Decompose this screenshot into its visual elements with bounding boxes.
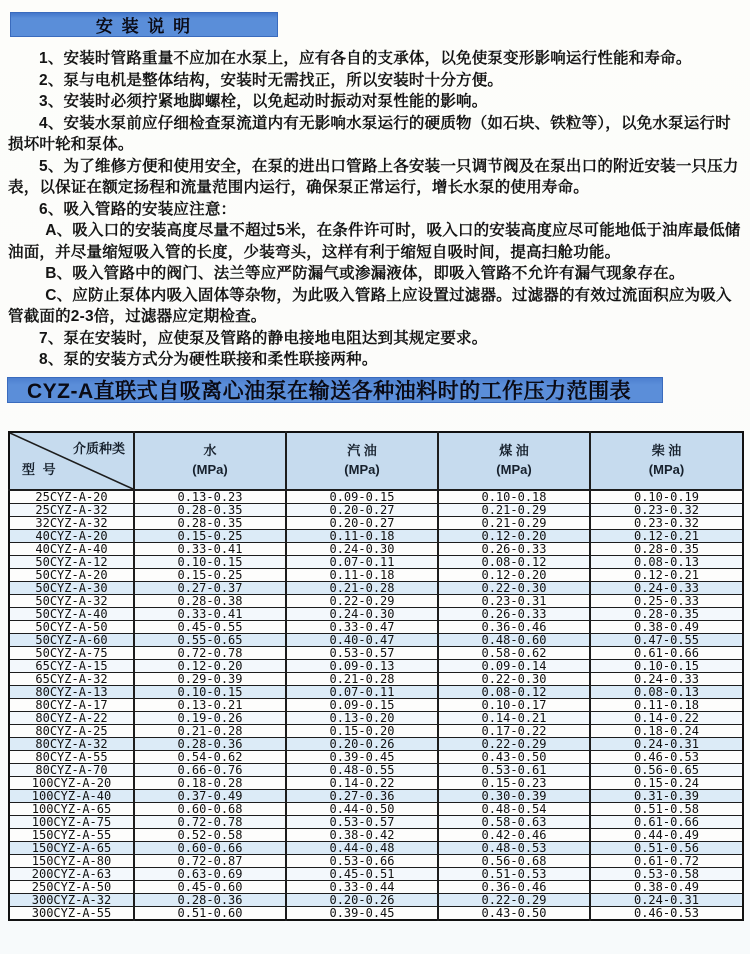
pressure-table-body xyxy=(9,490,743,920)
pressure-range-cell: 0.14-0.22 xyxy=(590,711,743,724)
pressure-range-cell: 0.12-0.20 xyxy=(438,568,590,581)
pressure-range-cell: 0.15-0.23 xyxy=(438,776,590,789)
model-cell: 50CYZ-A-50 xyxy=(9,620,134,633)
install-item: 2、泵与电机是整体结构，安装时无需找正，所以安装时十分方便。 xyxy=(39,71,504,89)
pressure-range-cell: 0.26-0.33 xyxy=(438,607,590,620)
pressure-range-cell: 0.22-0.29 xyxy=(438,737,590,750)
pressure-range-cell: 0.07-0.11 xyxy=(286,685,438,698)
pressure-range-cell: 0.43-0.50 xyxy=(438,906,590,920)
column-header-diesel xyxy=(590,432,743,490)
pressure-range-cell: 0.46-0.53 xyxy=(590,750,743,763)
model-cell: 100CYZ-A-40 xyxy=(9,789,134,802)
pressure-range-cell: 0.10-0.18 xyxy=(438,490,590,504)
pressure-range-cell: 0.72-0.78 xyxy=(134,815,286,828)
pressure-range-cell: 0.13-0.21 xyxy=(134,698,286,711)
pressure-range-cell: 0.63-0.69 xyxy=(134,867,286,880)
pressure-range-cell: 0.23-0.31 xyxy=(438,594,590,607)
pressure-range-cell: 0.30-0.39 xyxy=(438,789,590,802)
pressure-range-cell: 0.10-0.15 xyxy=(134,555,286,568)
pressure-range-cell: 0.08-0.12 xyxy=(438,685,590,698)
model-cell: 50CYZ-A-20 xyxy=(9,568,134,581)
install-item: 5、为了维修方便和使用安全，在泵的进出口管路上各安装一只调节阀及在泵出口的附近安装一只压力表，以保证在额定扬程和流量范围内运行，确保泵正常运行，增长水泵的使用寿命。 xyxy=(8,157,739,196)
install-item: 4、安装水泵前应仔细检查泵流道内有无影响水泵运行的硬质物（如石块、铁粒等），以免水泵运行时损坏叶轮和泵体。 xyxy=(8,114,731,153)
pressure-range-cell: 0.18-0.28 xyxy=(134,776,286,789)
pressure-range-cell: 0.15-0.20 xyxy=(286,724,438,737)
model-cell: 80CYZ-A-55 xyxy=(9,750,134,763)
pressure-range-cell: 0.13-0.23 xyxy=(134,490,286,504)
pressure-range-cell: 0.60-0.68 xyxy=(134,802,286,815)
install-item: 8、泵的安装方式分为硬性联接和柔性联接两种。 xyxy=(39,351,378,368)
pressure-range-cell: 0.12-0.20 xyxy=(438,529,590,542)
pressure-range-cell: 0.53-0.58 xyxy=(590,867,743,880)
table-row xyxy=(9,555,743,568)
model-cell: 150CYZ-A-80 xyxy=(9,854,134,867)
pressure-range-cell: 0.07-0.11 xyxy=(286,555,438,568)
pressure-range-cell: 0.26-0.33 xyxy=(438,542,590,555)
model-cell: 150CYZ-A-65 xyxy=(9,841,134,854)
pressure-range-cell: 0.61-0.66 xyxy=(590,815,743,828)
pressure-range-cell: 0.11-0.18 xyxy=(286,568,438,581)
pressure-range-cell: 0.11-0.18 xyxy=(286,529,438,542)
table-row xyxy=(9,802,743,815)
model-cell: 100CYZ-A-20 xyxy=(9,776,134,789)
pressure-range-cell: 0.10-0.17 xyxy=(438,698,590,711)
pressure-range-cell: 0.44-0.48 xyxy=(286,841,438,854)
pressure-range-cell: 0.14-0.22 xyxy=(286,776,438,789)
pressure-range-cell: 0.20-0.27 xyxy=(286,516,438,529)
model-cell: 50CYZ-A-40 xyxy=(9,607,134,620)
column-unit: (MPa) xyxy=(496,461,532,477)
pressure-range-cell: 0.53-0.57 xyxy=(286,646,438,659)
model-cell: 50CYZ-A-30 xyxy=(9,581,134,594)
pressure-range-cell: 0.47-0.55 xyxy=(590,633,743,646)
pressure-range-cell: 0.20-0.26 xyxy=(286,893,438,906)
pressure-range-cell: 0.28-0.38 xyxy=(134,594,286,607)
pressure-range-cell: 0.10-0.15 xyxy=(590,659,743,672)
install-instructions xyxy=(8,48,742,371)
column-name: 柴 油 xyxy=(651,442,682,458)
model-cell: 80CYZ-A-17 xyxy=(9,698,134,711)
pressure-range-cell: 0.21-0.28 xyxy=(286,672,438,685)
model-cell: 50CYZ-A-32 xyxy=(9,594,134,607)
table-row xyxy=(9,607,743,620)
model-cell: 40CYZ-A-40 xyxy=(9,542,134,555)
table-row xyxy=(9,646,743,659)
model-cell: 300CYZ-A-32 xyxy=(9,893,134,906)
pressure-range-cell: 0.45-0.55 xyxy=(134,620,286,633)
pressure-range-cell: 0.27-0.36 xyxy=(286,789,438,802)
table-row xyxy=(9,568,743,581)
table-row xyxy=(9,828,743,841)
pressure-range-cell: 0.38-0.42 xyxy=(286,828,438,841)
pressure-range-cell: 0.40-0.47 xyxy=(286,633,438,646)
pressure-range-cell: 0.33-0.41 xyxy=(134,607,286,620)
pressure-range-cell: 0.37-0.49 xyxy=(134,789,286,802)
table-row xyxy=(9,724,743,737)
column-header-kerosene xyxy=(438,432,590,490)
model-cell: 80CYZ-A-70 xyxy=(9,763,134,776)
pressure-table-title-bar xyxy=(7,377,663,403)
table-row xyxy=(9,594,743,607)
table-row xyxy=(9,776,743,789)
pressure-range-cell: 0.24-0.31 xyxy=(590,737,743,750)
model-cell: 25CYZ-A-20 xyxy=(9,490,134,504)
pressure-range-cell: 0.20-0.27 xyxy=(286,503,438,516)
pressure-range-cell: 0.48-0.54 xyxy=(438,802,590,815)
pressure-range-cell: 0.21-0.29 xyxy=(438,503,590,516)
table-row xyxy=(9,763,743,776)
model-cell: 200CYZ-A-63 xyxy=(9,867,134,880)
table-row xyxy=(9,880,743,893)
pressure-range-cell: 0.24-0.30 xyxy=(286,542,438,555)
pressure-range-cell: 0.29-0.39 xyxy=(134,672,286,685)
pressure-range-cell: 0.14-0.21 xyxy=(438,711,590,724)
pressure-range-cell: 0.12-0.21 xyxy=(590,568,743,581)
pressure-range-cell: 0.28-0.35 xyxy=(134,516,286,529)
pressure-range-cell: 0.45-0.60 xyxy=(134,880,286,893)
table-row xyxy=(9,542,743,555)
model-cell: 100CYZ-A-65 xyxy=(9,802,134,815)
column-header-gasoline xyxy=(286,432,438,490)
model-cell: 80CYZ-A-13 xyxy=(9,685,134,698)
pressure-range-cell: 0.08-0.13 xyxy=(590,685,743,698)
pressure-range-cell: 0.10-0.15 xyxy=(134,685,286,698)
column-header-water xyxy=(134,432,286,490)
pressure-range-cell: 0.53-0.57 xyxy=(286,815,438,828)
column-unit: (MPa) xyxy=(344,461,380,477)
install-section-title-bar xyxy=(10,12,278,37)
model-cell: 100CYZ-A-75 xyxy=(9,815,134,828)
pressure-range-cell: 0.24-0.31 xyxy=(590,893,743,906)
corner-header-cell xyxy=(9,432,134,490)
corner-media-type-label: 介质种类 xyxy=(72,440,125,456)
pressure-range-cell: 0.53-0.61 xyxy=(438,763,590,776)
pressure-range-cell: 0.48-0.55 xyxy=(286,763,438,776)
install-item: 7、泵在安装时，应使泵及管路的静电接地电阻达到其规定要求。 xyxy=(39,329,488,347)
pressure-range-cell: 0.72-0.87 xyxy=(134,854,286,867)
install-item: B、吸入管路中的阀门、法兰等应严防漏气或渗漏液体，即吸入管路不允许有漏气现象存在。 xyxy=(45,265,685,282)
pressure-range-cell: 0.61-0.66 xyxy=(590,646,743,659)
pressure-range-cell: 0.22-0.29 xyxy=(286,594,438,607)
pressure-range-cell: 0.15-0.24 xyxy=(590,776,743,789)
pressure-table-title: CYZ-A直联式自吸离心油泵在输送各种油料时的工作压力范围表 xyxy=(27,379,632,403)
pressure-range-cell: 0.21-0.28 xyxy=(286,581,438,594)
pressure-range-cell: 0.20-0.26 xyxy=(286,737,438,750)
pressure-range-cell: 0.42-0.46 xyxy=(438,828,590,841)
table-row xyxy=(9,737,743,750)
model-cell: 80CYZ-A-22 xyxy=(9,711,134,724)
pressure-range-cell: 0.48-0.53 xyxy=(438,841,590,854)
table-row xyxy=(9,789,743,802)
pressure-range-cell: 0.08-0.12 xyxy=(438,555,590,568)
pressure-range-cell: 0.09-0.15 xyxy=(286,698,438,711)
pressure-range-cell: 0.12-0.21 xyxy=(590,529,743,542)
pressure-range-cell: 0.46-0.53 xyxy=(590,906,743,920)
pressure-range-cell: 0.43-0.50 xyxy=(438,750,590,763)
pressure-range-cell: 0.09-0.14 xyxy=(438,659,590,672)
column-unit: (MPa) xyxy=(192,461,228,477)
pressure-range-cell: 0.48-0.60 xyxy=(438,633,590,646)
pressure-table-header-row xyxy=(9,432,743,490)
pressure-range-cell: 0.38-0.49 xyxy=(590,620,743,633)
pressure-range-cell: 0.72-0.78 xyxy=(134,646,286,659)
pressure-range-cell: 0.60-0.66 xyxy=(134,841,286,854)
pressure-range-cell: 0.54-0.62 xyxy=(134,750,286,763)
pressure-range-cell: 0.25-0.33 xyxy=(590,594,743,607)
pressure-range-cell: 0.66-0.76 xyxy=(134,763,286,776)
pressure-table xyxy=(8,431,744,921)
table-row xyxy=(9,685,743,698)
pressure-range-cell: 0.09-0.13 xyxy=(286,659,438,672)
model-cell: 50CYZ-A-12 xyxy=(9,555,134,568)
model-cell: 50CYZ-A-75 xyxy=(9,646,134,659)
pressure-range-cell: 0.28-0.35 xyxy=(134,503,286,516)
pressure-range-cell: 0.36-0.46 xyxy=(438,620,590,633)
model-cell: 80CYZ-A-25 xyxy=(9,724,134,737)
pressure-range-cell: 0.22-0.29 xyxy=(438,893,590,906)
model-cell: 65CYZ-A-15 xyxy=(9,659,134,672)
table-row xyxy=(9,490,743,504)
pressure-range-cell: 0.21-0.28 xyxy=(134,724,286,737)
table-row xyxy=(9,867,743,880)
pressure-range-cell: 0.22-0.30 xyxy=(438,672,590,685)
column-name: 煤 油 xyxy=(499,442,529,458)
table-row xyxy=(9,711,743,724)
column-name: 水 xyxy=(203,442,217,458)
install-item: 3、安装时必须拧紧地脚螺栓，以免起动时振动对泵性能的影响。 xyxy=(39,93,488,110)
pressure-range-cell: 0.56-0.68 xyxy=(438,854,590,867)
pressure-range-cell: 0.24-0.33 xyxy=(590,672,743,685)
pressure-range-cell: 0.39-0.45 xyxy=(286,750,438,763)
pressure-range-cell: 0.58-0.62 xyxy=(438,646,590,659)
install-item: 1、安装时管路重量不应加在水泵上，应有各自的支承体，以免使泵变形影响运行性能和寿命。 xyxy=(39,50,692,67)
pressure-range-cell: 0.15-0.25 xyxy=(134,529,286,542)
pressure-range-cell: 0.11-0.18 xyxy=(590,698,743,711)
table-row xyxy=(9,672,743,685)
pressure-range-cell: 0.23-0.32 xyxy=(590,503,743,516)
model-cell: 50CYZ-A-60 xyxy=(9,633,134,646)
model-cell: 250CYZ-A-50 xyxy=(9,880,134,893)
pressure-range-cell: 0.36-0.46 xyxy=(438,880,590,893)
pressure-range-cell: 0.52-0.58 xyxy=(134,828,286,841)
table-row xyxy=(9,529,743,542)
pressure-range-cell: 0.22-0.30 xyxy=(438,581,590,594)
install-item: C、应防止泵体内吸入固体等杂物，为此吸入管路上应设置过滤器。过滤器的有效过流面积应为吸入管截面的2-3倍，过滤器应定期检查。 xyxy=(8,286,732,325)
pressure-range-cell: 0.61-0.72 xyxy=(590,854,743,867)
pressure-range-cell: 0.56-0.65 xyxy=(590,763,743,776)
pressure-range-cell: 0.10-0.19 xyxy=(590,490,743,504)
pressure-range-cell: 0.28-0.36 xyxy=(134,737,286,750)
pressure-range-cell: 0.31-0.39 xyxy=(590,789,743,802)
pressure-range-cell: 0.51-0.56 xyxy=(590,841,743,854)
pressure-range-cell: 0.51-0.60 xyxy=(134,906,286,920)
pressure-range-cell: 0.23-0.32 xyxy=(590,516,743,529)
pressure-range-cell: 0.18-0.24 xyxy=(590,724,743,737)
pressure-range-cell: 0.33-0.47 xyxy=(286,620,438,633)
column-unit: (MPa) xyxy=(648,461,685,477)
install-item: 6、吸入管路的安装应注意： xyxy=(39,200,237,218)
pressure-range-cell: 0.12-0.20 xyxy=(134,659,286,672)
pressure-range-cell: 0.58-0.63 xyxy=(438,815,590,828)
pressure-range-cell: 0.33-0.44 xyxy=(286,880,438,893)
pressure-range-cell: 0.28-0.36 xyxy=(134,893,286,906)
table-row xyxy=(9,633,743,646)
pressure-range-cell: 0.27-0.37 xyxy=(134,581,286,594)
pressure-range-cell: 0.24-0.30 xyxy=(286,607,438,620)
model-cell: 150CYZ-A-55 xyxy=(9,828,134,841)
pressure-range-cell: 0.51-0.58 xyxy=(590,802,743,815)
table-row xyxy=(9,854,743,867)
pressure-range-cell: 0.45-0.51 xyxy=(286,867,438,880)
pressure-range-cell: 0.44-0.49 xyxy=(590,828,743,841)
table-row xyxy=(9,906,743,920)
table-row xyxy=(9,659,743,672)
table-row xyxy=(9,893,743,906)
pressure-range-cell: 0.15-0.25 xyxy=(134,568,286,581)
pressure-range-cell: 0.28-0.35 xyxy=(590,607,743,620)
table-row xyxy=(9,516,743,529)
pressure-range-cell: 0.44-0.50 xyxy=(286,802,438,815)
model-cell: 80CYZ-A-32 xyxy=(9,737,134,750)
pressure-range-cell: 0.39-0.45 xyxy=(286,906,438,920)
install-section-title: 安 装 说 明 xyxy=(95,17,193,36)
pressure-range-cell: 0.08-0.13 xyxy=(590,555,743,568)
table-row xyxy=(9,620,743,633)
install-item: A、吸入口的安装高度尽量不超过5米，在条件许可时，吸入口的安装高度应尽可能地低于油库最低储油面，并尽量缩短吸入管的长度，少装弯头，这样有利于缩短自吸时间，提高扫舱功能。 xyxy=(8,222,741,261)
pressure-range-cell: 0.33-0.41 xyxy=(134,542,286,555)
corner-model-label: 型 号 xyxy=(22,461,58,477)
model-cell: 65CYZ-A-32 xyxy=(9,672,134,685)
table-row xyxy=(9,750,743,763)
model-cell: 32CYZ-A-32 xyxy=(9,516,134,529)
pressure-range-cell: 0.24-0.33 xyxy=(590,581,743,594)
pressure-range-cell: 0.19-0.26 xyxy=(134,711,286,724)
model-cell: 25CYZ-A-32 xyxy=(9,503,134,516)
model-cell: 300CYZ-A-55 xyxy=(9,906,134,920)
table-row xyxy=(9,815,743,828)
pressure-range-cell: 0.28-0.35 xyxy=(590,542,743,555)
pressure-range-cell: 0.21-0.29 xyxy=(438,516,590,529)
pressure-range-cell: 0.53-0.66 xyxy=(286,854,438,867)
model-cell: 40CYZ-A-20 xyxy=(9,529,134,542)
pressure-range-cell: 0.55-0.65 xyxy=(134,633,286,646)
pressure-range-cell: 0.13-0.20 xyxy=(286,711,438,724)
table-row xyxy=(9,841,743,854)
pressure-range-cell: 0.17-0.22 xyxy=(438,724,590,737)
table-row xyxy=(9,581,743,594)
table-row xyxy=(9,503,743,516)
table-row xyxy=(9,698,743,711)
pressure-range-cell: 0.09-0.15 xyxy=(286,490,438,504)
column-name: 汽 油 xyxy=(347,442,377,458)
pressure-range-cell: 0.38-0.49 xyxy=(590,880,743,893)
pressure-range-cell: 0.51-0.53 xyxy=(438,867,590,880)
